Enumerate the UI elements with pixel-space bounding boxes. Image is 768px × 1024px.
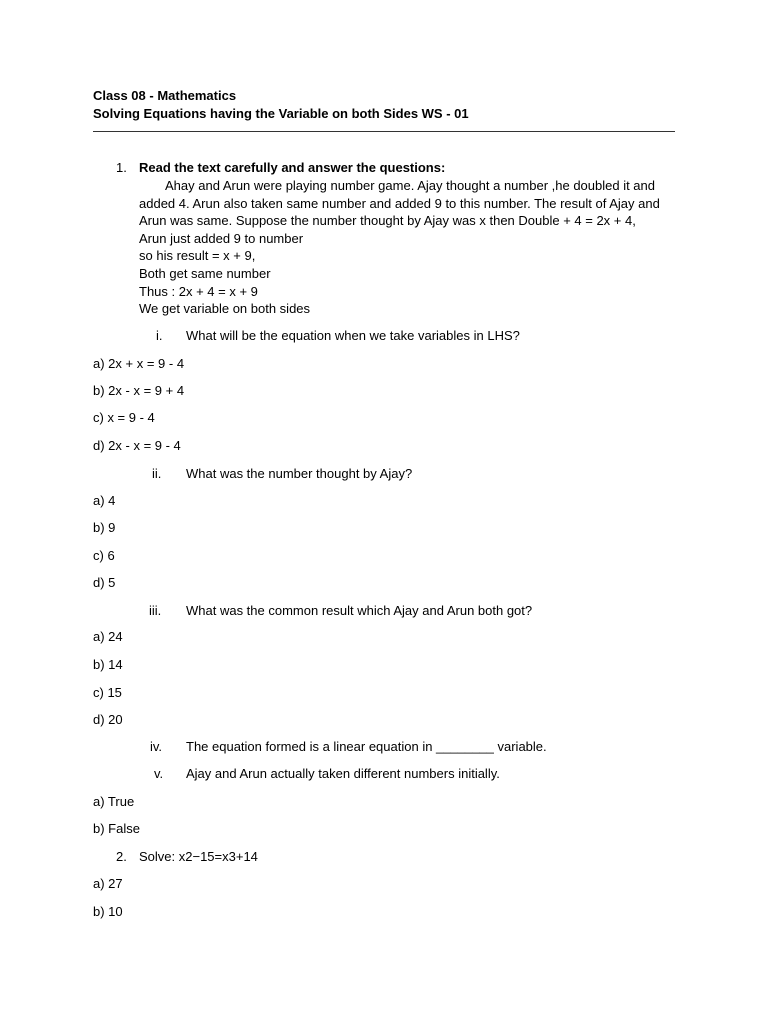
header-divider [93, 131, 675, 132]
passage-line: Ahay and Arun were playing number game. Ajay thought a number ,he doubled it and [165, 178, 655, 193]
option: c) x = 9 - 4 [93, 410, 155, 425]
class-title: Class 08 - Mathematics [93, 88, 237, 103]
q2-text: Solve: x2−15=x3+14 [139, 849, 258, 864]
q1-heading: Read the text carefully and answer the questions: [139, 160, 446, 175]
option: b) 10 [93, 904, 123, 919]
q1-passage [139, 177, 679, 318]
option: d) 20 [93, 712, 123, 727]
subq-i-number: i. [156, 328, 163, 343]
passage-line: Thus : 2x + 4 = x + 9 [139, 283, 258, 299]
subq-i-text: What will be the equation when we take variables in LHS? [186, 328, 520, 343]
subq-iii-text: What was the common result which Ajay and Arun both got? [186, 603, 533, 618]
option: d) 2x - x = 9 - 4 [93, 438, 181, 453]
passage-line: Arun was same. Suppose the number thought by Ajay was x then Double + 4 = 2x + 4, [139, 213, 636, 229]
q2-number: 2. [116, 849, 127, 864]
subq-ii-text: What was the number thought by Ajay? [186, 466, 413, 481]
option: c) 15 [93, 685, 122, 700]
q1-number: 1. [116, 160, 127, 175]
option: a) True [93, 794, 135, 809]
option: c) 6 [93, 548, 115, 563]
subq-v-text: Ajay and Arun actually taken different numbers initially. [186, 766, 500, 781]
passage-line: Both get same number [139, 265, 271, 281]
option: b) False [93, 821, 140, 836]
subq-iv-number: iv. [150, 739, 163, 754]
option: a) 24 [93, 629, 123, 644]
option: b) 9 [93, 520, 116, 535]
option: d) 5 [93, 575, 116, 590]
option: a) 2x + x = 9 - 4 [93, 356, 185, 371]
subq-v-number: v. [154, 766, 164, 781]
passage-line: so his result = x + 9, [139, 248, 256, 264]
subq-iii-number: iii. [149, 603, 162, 618]
subq-iv-text: The equation formed is a linear equation in ________ variable. [186, 739, 547, 754]
passage-line: added 4. Arun also taken same number and added 9 to this number. The result of Ajay and [139, 195, 660, 211]
option: b) 2x - x = 9 + 4 [93, 383, 185, 398]
option: b) 14 [93, 657, 123, 672]
option: a) 27 [93, 876, 123, 891]
option: a) 4 [93, 493, 116, 508]
passage-line: Arun just added 9 to number [139, 230, 304, 246]
passage-line: We get variable on both sides [139, 301, 311, 317]
worksheet-title: Solving Equations having the Variable on both Sides WS - 01 [93, 106, 469, 121]
subq-ii-number: ii. [152, 466, 162, 481]
